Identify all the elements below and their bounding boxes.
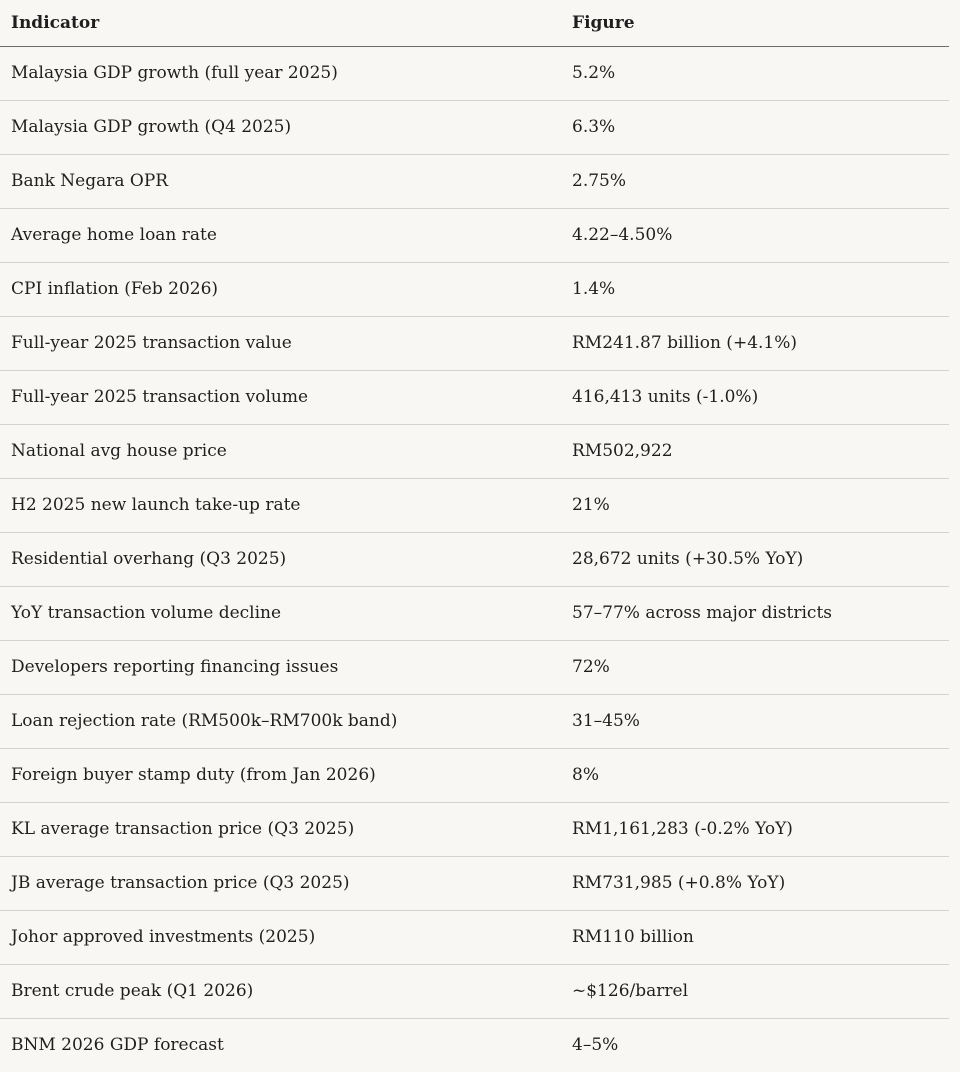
- table-row: [0, 640, 949, 694]
- figure-cell: 28,672 units (+30.5% YoY): [561, 532, 949, 586]
- table-row: [0, 424, 949, 478]
- table-row: [0, 154, 949, 208]
- table-row: [0, 316, 949, 370]
- indicator-cell: Bank Negara OPR: [0, 154, 561, 208]
- table-row: [0, 46, 949, 100]
- table-row: [0, 262, 949, 316]
- indicator-cell: JB average transaction price (Q3 2025): [0, 856, 561, 910]
- indicator-cell: YoY transaction volume decline: [0, 586, 561, 640]
- indicator-cell: H2 2025 new launch take-up rate: [0, 478, 561, 532]
- table-row: [0, 532, 949, 586]
- figure-cell: 416,413 units (-1.0%): [561, 370, 949, 424]
- table-row: [0, 964, 949, 1018]
- indicator-cell: Full-year 2025 transaction volume: [0, 370, 561, 424]
- table-row: [0, 694, 949, 748]
- table-row: [0, 100, 949, 154]
- table-header: [0, 0, 949, 46]
- indicator-cell: Average home loan rate: [0, 208, 561, 262]
- figure-cell: 4–5%: [572, 1035, 619, 1056]
- header-figure: Figure: [561, 0, 949, 46]
- indicator-cell: Malaysia GDP growth (Q4 2025): [0, 100, 561, 154]
- figure-cell: RM241.87 billion (+4.1%): [561, 316, 949, 370]
- figure-cell: 6.3%: [561, 100, 949, 154]
- figure-cell: 8%: [561, 748, 949, 802]
- figure-cell: 5.2%: [561, 46, 949, 100]
- figure-cell: 1.4%: [561, 262, 949, 316]
- figure-cell: 31–45%: [561, 694, 949, 748]
- indicator-cell: Brent crude peak (Q1 2026): [0, 964, 561, 1018]
- table-row: [0, 802, 949, 856]
- table-row: [0, 1018, 949, 1072]
- table-row: [0, 370, 949, 424]
- figure-cell: 2.75%: [561, 154, 949, 208]
- table-row: [0, 478, 949, 532]
- indicator-cell: KL average transaction price (Q3 2025): [0, 802, 561, 856]
- indicator-cell: Full-year 2025 transaction value: [0, 316, 561, 370]
- indicator-cell: Foreign buyer stamp duty (from Jan 2026): [0, 748, 561, 802]
- indicator-cell: BNM 2026 GDP forecast: [11, 1035, 224, 1056]
- figure-cell: 57–77% across major districts: [561, 586, 949, 640]
- figure-cell: RM731,985 (+0.8% YoY): [561, 856, 949, 910]
- figure-cell: 72%: [561, 640, 949, 694]
- figure-cell: ~$126/barrel: [561, 964, 949, 1018]
- indicator-cell: Developers reporting financing issues: [0, 640, 561, 694]
- table-row: [0, 856, 949, 910]
- figure-cell: RM1,161,283 (-0.2% YoY): [561, 802, 949, 856]
- figure-cell: 4.22–4.50%: [561, 208, 949, 262]
- indicator-cell: National avg house price: [0, 424, 561, 478]
- table-row: [0, 910, 949, 964]
- indicator-cell: Residential overhang (Q3 2025): [0, 532, 561, 586]
- indicator-cell: CPI inflation (Feb 2026): [0, 262, 561, 316]
- figure-cell: RM502,922: [561, 424, 949, 478]
- figure-cell: RM110 billion: [561, 910, 949, 964]
- table-body: [0, 46, 949, 1072]
- header-indicator: Indicator: [0, 0, 561, 46]
- header-row: [0, 0, 949, 46]
- indicator-cell: Malaysia GDP growth (full year 2025): [0, 46, 561, 100]
- table-row: [0, 748, 949, 802]
- table-row: [0, 208, 949, 262]
- indicator-cell: Johor approved investments (2025): [0, 910, 561, 964]
- figure-cell: 21%: [561, 478, 949, 532]
- indicator-cell: Loan rejection rate (RM500k–RM700k band): [0, 694, 561, 748]
- table-row: [0, 586, 949, 640]
